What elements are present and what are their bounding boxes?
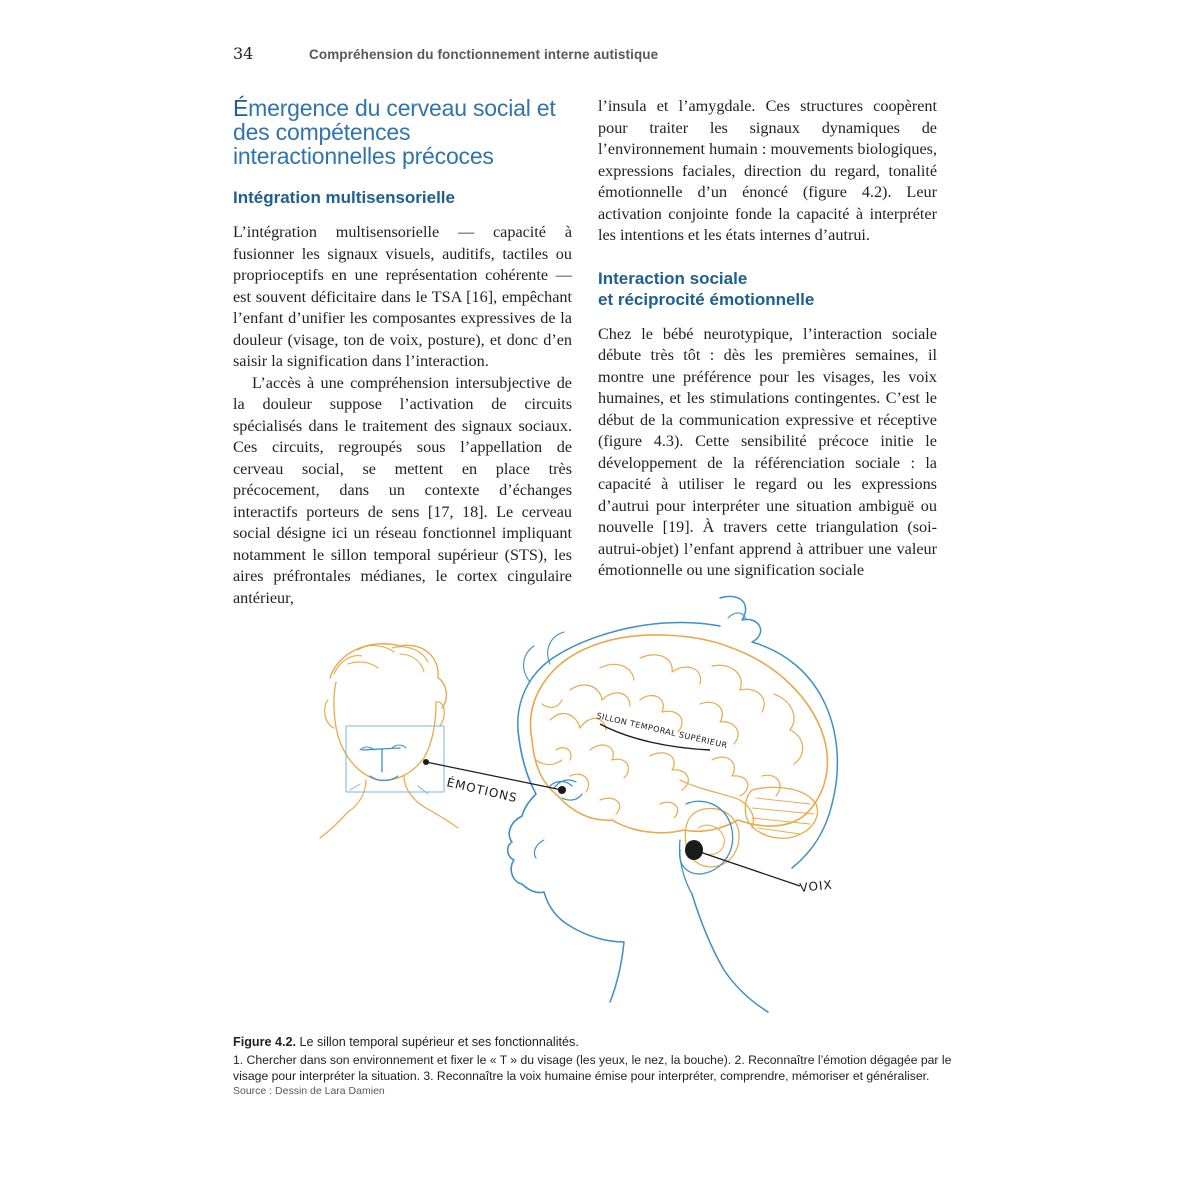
subheading-interaction-line1: Interaction sociale — [598, 268, 748, 288]
paragraph-interaction-1: Chez le bébé neurotypique, l’interaction sociale débute très tôt : dès les premières semaines, il montre une préférence pour les visages, les voix humaines, et les stimulations contingentes. C’est le début de la communication expressive et réceptive (figure 4.3). Cette sensibilité précoce initie le développement de la référenciation sociale : la capacité à utiliser le regard ou les expressions d’autrui pour interpréter une situation ambiguë ou nouvelle [19]. À travers cette triangulation (soi-autrui-objet) l’enfant apprend à attribuer une valeur émotionnelle ou une signification sociale — [598, 324, 937, 579]
label-sillon: SILLON TEMPORAL SUPÉRIEUR — [595, 711, 729, 751]
child-profile-drawing — [508, 596, 838, 1012]
paragraph-integration-2-continued: l’insula et l’amygdale. Ces structures coopèrent pour traiter les signaux dynamiques de l’environnement humain : mouvements biologiques, expressions faciales, direction du regard, tonalité émotionnelle d’un énoncé (figure 4.2). Leur activation conjointe fonde la capacité à interpréter les intentions et les états internes d’autrui. — [598, 97, 937, 244]
section-title-rest: mergence du cerveau social et des compétences interactionnelles précoces — [233, 95, 556, 169]
right-column — [598, 96, 937, 582]
label-emotions: ÉMOTIONS — [445, 775, 519, 806]
paragraph-integration-2: L’accès à une compréhension intersubjective de la douleur suppose l’activation de circuits spécialisés dans le traitement des signaux sociaux. Ces circuits, regroupés sous l’appellation de cerveau social, se mettent en place très précocement, dans un contexte d’échanges interactifs porteurs de sens [17, 18]. Le cerveau social désigne ici un réseau fonctionnel impliquant notamment le sillon temporal supérieur (STS), les aires préfrontales médianes, le cortex cingulaire antérieur, — [233, 373, 572, 607]
left-column — [233, 96, 572, 609]
illustration-sillon-temporal — [300, 590, 900, 1020]
subheading-integration: Intégration multisensorielle — [233, 188, 455, 207]
caption-figure-label: Figure 4.2. — [233, 1035, 296, 1049]
caption-source: Source : Dessin de Lara Damien — [233, 1085, 385, 1097]
figure-4-2 — [300, 590, 900, 1020]
section-title — [233, 96, 572, 168]
small-child-face — [320, 644, 458, 838]
voix-line — [694, 850, 800, 886]
caption-title-line — [233, 1034, 963, 1050]
brain-drawing — [531, 635, 828, 867]
subheading-interaction — [598, 268, 937, 310]
figure-caption — [233, 1034, 963, 1098]
paragraph-integration-1: L’intégration multisensorielle — capacité à fusionner les signaux visuels, auditifs, tactiles ou proprioceptifs en une représentation cohérente — est souvent déficitaire dans le TSA [16], empêchant l’enfant d’unifier les composantes expressives de la douleur (visage, ton de voix, posture), et donc d’en saisir la signification dans l’interaction. — [233, 223, 572, 370]
running-title: Compréhension du fonctionnement interne autistique — [309, 47, 659, 62]
emotions-line-anchor — [423, 759, 429, 765]
section-title-initial: É — [233, 95, 249, 121]
label-voix: VOIX — [798, 877, 834, 895]
page-number: 34 — [233, 44, 254, 63]
caption-body: 1. Chercher dans son environnement et fixer le « T » du visage (les yeux, le nez, la bouche). 2. Reconnaître l’émotion dégagée par le visage pour interpréter la situation. 3. Reconnaître la voix humaine émise pour interpréter, comprendre, mémoriser et généraliser. — [233, 1053, 952, 1083]
running-header — [233, 44, 658, 72]
caption-title: Le sillon temporal supérieur et ses fonctionnalités. — [299, 1035, 579, 1049]
subheading-interaction-line2: et réciprocité émotionnelle — [598, 289, 815, 309]
